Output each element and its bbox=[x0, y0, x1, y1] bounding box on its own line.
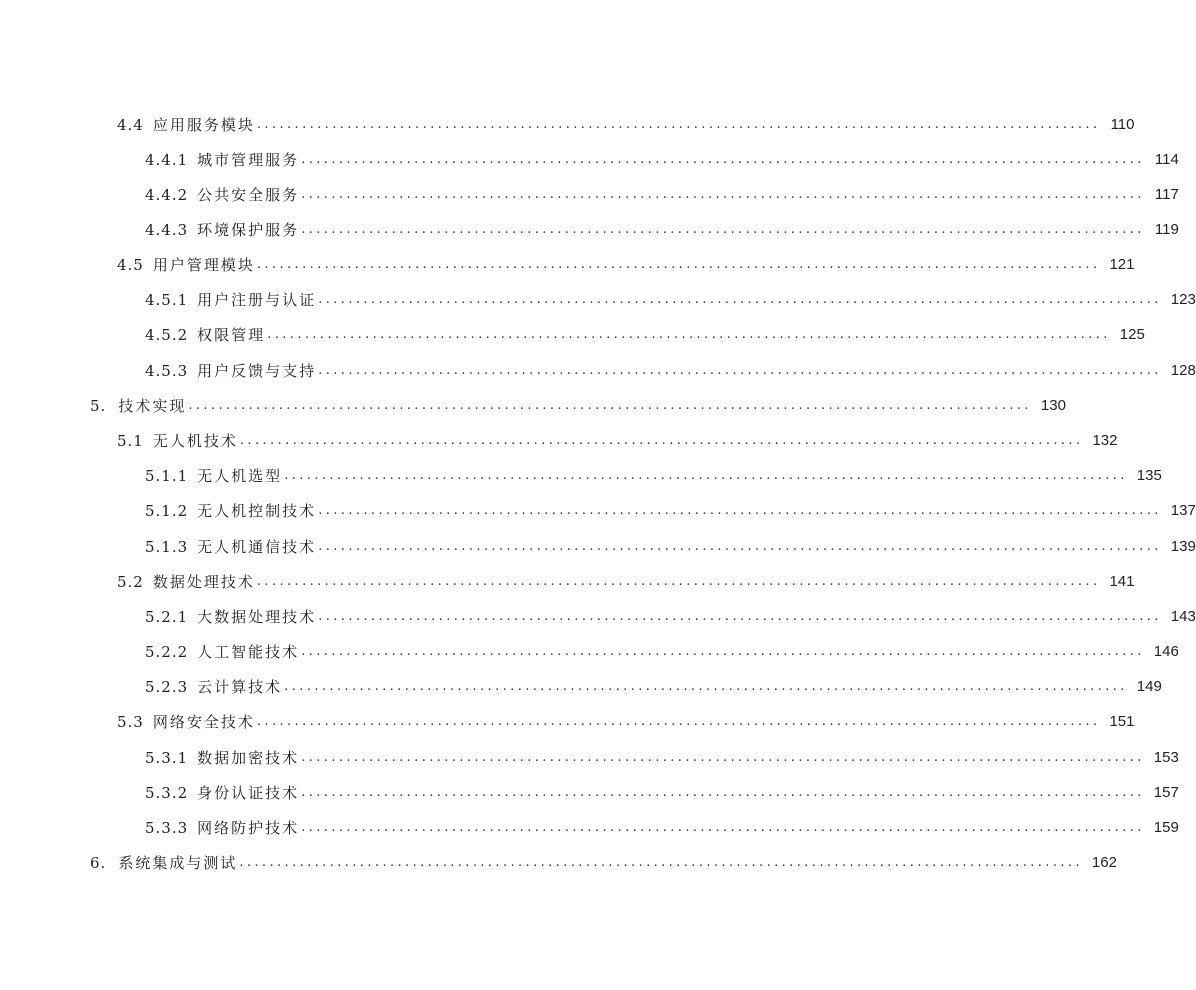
toc-entry-page: 125 bbox=[1119, 326, 1145, 343]
toc-entry-page: 128 bbox=[1170, 362, 1196, 379]
toc-entry-number: 5.2.3 bbox=[145, 678, 189, 696]
toc-entry-number: 5.3 bbox=[117, 713, 144, 731]
toc-dot-leader: ................................................................................................................ bbox=[256, 117, 1101, 132]
toc-entry-number: 4.5.2 bbox=[145, 326, 189, 344]
toc-entry[interactable] bbox=[145, 816, 1179, 840]
toc-dot-leader: ................................................................................................................ bbox=[256, 714, 1101, 729]
toc-entry-page: 146 bbox=[1153, 643, 1179, 660]
toc-entry-number: 5.2 bbox=[117, 573, 144, 591]
toc-entry-number: 5.3.2 bbox=[145, 784, 189, 802]
toc-entry-title: 公共安全服务 bbox=[197, 186, 300, 204]
toc-entry-title: 用户管理模块 bbox=[152, 256, 255, 274]
toc-entry-number: 5.1.3 bbox=[145, 538, 189, 556]
toc-entry[interactable] bbox=[145, 535, 1196, 559]
toc-dot-leader: ................................................................................................................ bbox=[188, 398, 1032, 413]
toc-entry[interactable] bbox=[145, 288, 1196, 312]
toc-dot-leader: ................................................................................................................ bbox=[318, 503, 1162, 518]
toc-entry-number: 4.4.1 bbox=[145, 151, 189, 169]
toc-entry-page: 151 bbox=[1109, 713, 1135, 730]
toc-entry-title: 数据处理技术 bbox=[152, 573, 255, 591]
toc-entry-title: 用户注册与认证 bbox=[197, 291, 317, 309]
toc-entry-number: 6. bbox=[90, 854, 107, 872]
toc-entry-title: 无人机技术 bbox=[152, 432, 238, 450]
toc-entry-page: 149 bbox=[1136, 678, 1162, 695]
toc-dot-leader: ................................................................................................................ bbox=[284, 468, 1128, 483]
toc-entry[interactable] bbox=[117, 113, 1135, 137]
toc-entry-number: 5.3.1 bbox=[145, 749, 189, 767]
toc-entry[interactable] bbox=[145, 499, 1196, 523]
toc-entry-number: 4.4.2 bbox=[145, 186, 189, 204]
toc-entry-title: 权限管理 bbox=[197, 326, 266, 344]
toc-dot-leader: ................................................................................................................ bbox=[239, 855, 1083, 870]
toc-entry-page: 119 bbox=[1154, 221, 1179, 238]
toc-entry-number: 5.2.2 bbox=[145, 643, 189, 661]
toc-dot-leader: ................................................................................................................ bbox=[301, 152, 1145, 167]
toc-entry-title: 环境保护服务 bbox=[197, 221, 300, 239]
toc-entry-number: 5.1.2 bbox=[145, 502, 189, 520]
toc-entry-number: 4.4 bbox=[117, 116, 144, 134]
toc-entry-page: 157 bbox=[1153, 784, 1179, 801]
toc-entry[interactable] bbox=[145, 781, 1179, 805]
toc-entry[interactable] bbox=[90, 851, 1117, 875]
toc-entry-page: 114 bbox=[1154, 151, 1179, 168]
toc-dot-leader: ................................................................................................................ bbox=[301, 750, 1145, 765]
toc-entry[interactable] bbox=[145, 746, 1179, 770]
toc-entry[interactable] bbox=[145, 464, 1162, 488]
toc-entry[interactable] bbox=[145, 640, 1179, 664]
toc-entry[interactable] bbox=[117, 710, 1135, 734]
toc-entry[interactable] bbox=[90, 394, 1066, 418]
toc-entry-number: 5.2.1 bbox=[145, 608, 189, 626]
toc-dot-leader: ................................................................................................................ bbox=[256, 574, 1101, 589]
toc-entry-number: 4.4.3 bbox=[145, 221, 189, 239]
toc-entry-page: 135 bbox=[1136, 467, 1162, 484]
toc-entry-number: 5. bbox=[90, 397, 107, 415]
toc-entry-number: 4.5 bbox=[117, 256, 144, 274]
toc-entry-title: 网络防护技术 bbox=[197, 819, 300, 837]
toc-entry-page: 117 bbox=[1154, 186, 1179, 203]
toc-dot-leader: ................................................................................................................ bbox=[301, 644, 1145, 659]
toc-entry-title: 技术实现 bbox=[118, 397, 187, 415]
toc-entry-page: 132 bbox=[1092, 432, 1118, 449]
toc-dot-leader: ................................................................................................................ bbox=[239, 433, 1084, 448]
toc-entry[interactable] bbox=[145, 218, 1179, 242]
toc-dot-leader: ................................................................................................................ bbox=[318, 363, 1162, 378]
toc-dot-leader: ................................................................................................................ bbox=[267, 327, 1111, 342]
toc-dot-leader: ................................................................................................................ bbox=[301, 222, 1145, 237]
toc-entry[interactable] bbox=[117, 570, 1135, 594]
toc-entry-page: 123 bbox=[1170, 291, 1196, 308]
toc-dot-leader: ................................................................................................................ bbox=[256, 257, 1101, 272]
toc-dot-leader: ................................................................................................................ bbox=[318, 539, 1162, 554]
toc-entry-page: 143 bbox=[1170, 608, 1196, 625]
toc-entry-title: 用户反馈与支持 bbox=[197, 362, 317, 380]
toc-dot-leader: ................................................................................................................ bbox=[301, 187, 1145, 202]
toc-entry-title: 系统集成与测试 bbox=[118, 854, 238, 872]
toc-entry-title: 无人机通信技术 bbox=[197, 538, 317, 556]
toc-entry-page: 141 bbox=[1109, 573, 1135, 590]
toc-entry-title: 人工智能技术 bbox=[197, 643, 300, 661]
toc-entry[interactable] bbox=[145, 359, 1196, 383]
toc-entry-page: 130 bbox=[1040, 397, 1066, 414]
toc-entry-title: 身份认证技术 bbox=[197, 784, 300, 802]
toc-dot-leader: ................................................................................................................ bbox=[301, 785, 1145, 800]
toc-entry-title: 数据加密技术 bbox=[197, 749, 300, 767]
toc-dot-leader: ................................................................................................................ bbox=[318, 609, 1162, 624]
toc-entry-number: 4.5.3 bbox=[145, 362, 189, 380]
toc-entry-number: 5.1.1 bbox=[145, 467, 189, 485]
toc-entry-title: 网络安全技术 bbox=[152, 713, 255, 731]
toc-entry[interactable] bbox=[145, 675, 1162, 699]
toc-entry-title: 城市管理服务 bbox=[197, 151, 300, 169]
toc-entry-number: 4.5.1 bbox=[145, 291, 189, 309]
toc-entry-title: 大数据处理技术 bbox=[197, 608, 317, 626]
toc-entry[interactable] bbox=[117, 429, 1118, 453]
toc-entry[interactable] bbox=[117, 253, 1135, 277]
toc-entry-number: 5.3.3 bbox=[145, 819, 189, 837]
toc-entry-title: 无人机选型 bbox=[197, 467, 283, 485]
toc-entry-page: 162 bbox=[1091, 854, 1117, 871]
toc-entry[interactable] bbox=[145, 323, 1145, 347]
toc-entry[interactable] bbox=[145, 605, 1196, 629]
toc-entry-page: 153 bbox=[1153, 749, 1179, 766]
toc-dot-leader: ................................................................................................................ bbox=[318, 292, 1162, 307]
toc-entry-title: 云计算技术 bbox=[197, 678, 283, 696]
toc-entry-page: 159 bbox=[1153, 819, 1179, 836]
toc-entry-title: 应用服务模块 bbox=[152, 116, 255, 134]
toc-entry[interactable] bbox=[145, 148, 1179, 172]
toc-entry-page: 121 bbox=[1109, 256, 1135, 273]
toc-entry-page: 139 bbox=[1170, 538, 1196, 555]
toc-entry-title: 无人机控制技术 bbox=[197, 502, 317, 520]
toc-entry[interactable] bbox=[145, 183, 1179, 207]
toc-dot-leader: ................................................................................................................ bbox=[284, 679, 1128, 694]
toc-entry-page: 110 bbox=[1110, 116, 1135, 133]
toc-entry-number: 5.1 bbox=[117, 432, 144, 450]
toc-entry-page: 137 bbox=[1170, 502, 1196, 519]
toc-dot-leader: ................................................................................................................ bbox=[301, 820, 1145, 835]
